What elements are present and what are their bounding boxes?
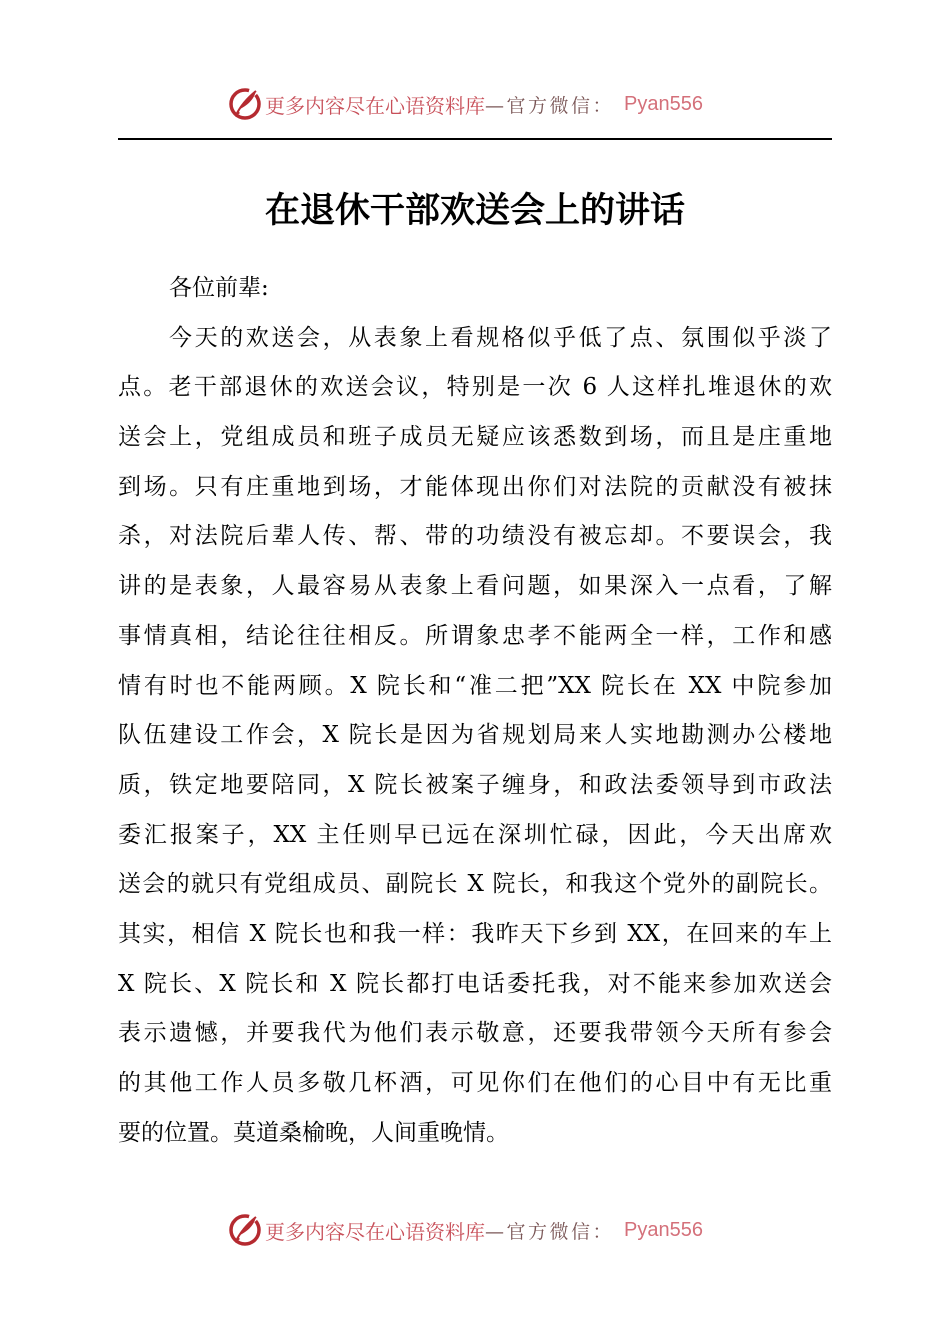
paragraph-line: 点。老干部退休的欢送会议，特别是一次 6 人这样扎堆退休的欢 xyxy=(118,374,832,401)
header-wechat-id: Pyan556 xyxy=(624,92,703,115)
paragraph-line: 送会上，党组成员和班子成员无疑应该悉数到场，而且是庄重地 xyxy=(118,424,832,451)
paragraph-line: 杀，对法院后辈人传、帮、带的功绩没有被忘却。不要误会，我 xyxy=(118,523,832,550)
paragraph-line: 事情真相，结论往往相反。所谓象忠孝不能两全一样，工作和感 xyxy=(118,622,832,649)
paragraph-line: 质，铁定地要陪同，X 院长被案子缠身，和政法委领导到市政法 xyxy=(118,771,832,798)
paragraph-line: 队伍建设工作会，X 院长是因为省规划局来人实地勘测办公楼地 xyxy=(118,722,832,749)
paragraph-line: 表示遗憾，并要我代为他们表示敬意，还要我带领今天所有参会 xyxy=(118,1020,832,1047)
header-rule xyxy=(118,138,832,140)
paragraph-line: 今天的欢送会，从表象上看规格似乎低了点、氛围似乎淡了 xyxy=(169,324,832,351)
paragraph-line: 到场。只有庄重地到场，才能体现出你们对法院的贡献没有被抹 xyxy=(118,473,832,500)
paragraph-line: 情有时也不能两顾。X 院长和“准二把”XX 院长在 XX 中院参加 xyxy=(118,672,832,699)
footer-separator-text: —官方微信： xyxy=(485,1220,615,1243)
paragraph-line: X 院长、X 院长和 X 院长都打电话委托我，对不能来参加欢送会 xyxy=(118,970,832,997)
paragraph-line: 其实，相信 X 院长也和我一样：我昨天下乡到 XX，在回来的车上 xyxy=(118,920,832,947)
header-banner xyxy=(227,86,703,122)
document-title: 在退休干部欢送会上的讲话 xyxy=(264,190,685,231)
paragraph-line: 的其他工作人员多敬几杯酒，可见你们在他们的心目中有无比重 xyxy=(118,1070,832,1096)
footer-wechat-id: Pyan556 xyxy=(624,1218,703,1241)
paragraph-line: 要的位置。莫道桑榆晚，人间重晚情。 xyxy=(118,1119,509,1146)
footer-banner xyxy=(227,1212,703,1248)
paragraph-line: 讲的是表象，人最容易从表象上看问题，如果深入一点看，了解 xyxy=(118,573,832,600)
paragraph-line: 委汇报案子，XX 主任则早已远在深圳忙碌，因此，今天出席欢 xyxy=(118,821,832,848)
footer-brand-text: 更多内容尽在心语资料库 xyxy=(265,1219,485,1244)
paragraph-line: 送会的就只有党组成员、副院长 X 院长，和我这个党外的副院长。 xyxy=(118,871,832,898)
salutation: 各位前辈: xyxy=(169,275,269,301)
header-brand-text: 更多内容尽在心语资料库 xyxy=(265,93,485,118)
quill-logo-icon xyxy=(227,86,263,122)
header-separator-text: —官方微信： xyxy=(485,94,615,117)
quill-logo-icon xyxy=(227,1212,263,1248)
document-body xyxy=(118,264,832,1158)
